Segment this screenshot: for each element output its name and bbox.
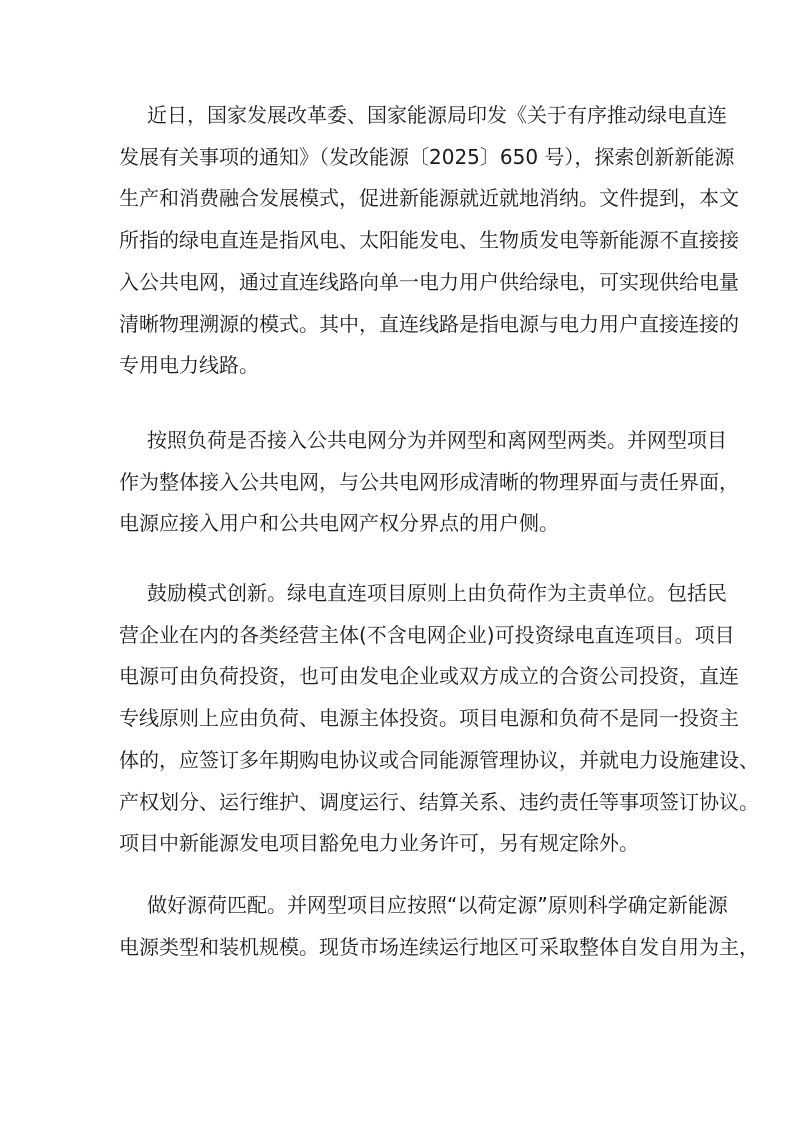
paragraph-line: 近日，国家发展改革委、国家能源局印发《关于有序推动绿电直连 xyxy=(147,103,727,127)
paragraph-line: 发展有关事项的通知》（发改能源〔2025〕650 号），探索创新新能源 xyxy=(119,144,735,169)
paragraph-line: 鼓励模式创新。绿电直连项目原则上由负荷作为主责单位。包括民 xyxy=(147,581,727,605)
paragraph-line: 产权划分、运行维护、调度运行、结算关系、违约责任等事项签订协议。 xyxy=(119,789,759,814)
paragraph-line: 作为整体接入公共电网，与公共电网形成清晰的物理界面与责任界面， xyxy=(119,469,739,494)
paragraph-line: 项目中新能源发电项目豁免电力业务许可，另有规定除外。 xyxy=(119,831,639,856)
paragraph-line: 专用电力线路。 xyxy=(119,353,259,378)
paragraph-line: 入公共电网，通过直连线路向单一电力用户供给绿电，可实现供给电量 xyxy=(119,269,739,294)
paragraph-line: 电源类型和装机规模。现货市场连续运行地区可采取整体自发自用为主， xyxy=(119,934,759,959)
paragraph-line: 营企业在内的各类经营主体(不含电网企业)可投资绿电直连项目。项目 xyxy=(119,622,735,647)
paragraph-line: 所指的绿电直连是指风电、太阳能发电、生物质发电等新能源不直接接 xyxy=(119,228,739,253)
paragraph-line: 清晰物理溯源的模式。其中，直连线路是指电源与电力用户直接连接的 xyxy=(119,311,739,336)
paragraph-line: 电源应接入用户和公共电网产权分界点的用户侧。 xyxy=(119,511,559,536)
paragraph-line: 生产和消费融合发展模式，促进新能源就近就地消纳。文件提到，本文 xyxy=(119,186,739,211)
paragraph-line: 专线原则上应由负荷、电源主体投资。项目电源和负荷不是同一投资主 xyxy=(119,706,739,731)
paragraph-line: 按照负荷是否接入公共电网分为并网型和离网型两类。并网型项目 xyxy=(147,428,727,452)
paragraph-line: 体的，应签订多年期购电协议或合同能源管理协议，并就电力设施建设、 xyxy=(119,747,759,772)
paragraph-line: 做好源荷匹配。并网型项目应按照“以荷定源”原则科学确定新能源 xyxy=(147,893,728,917)
paragraph-line: 电源可由负荷投资，也可由发电企业或双方成立的合资公司投资，直连 xyxy=(119,664,739,689)
